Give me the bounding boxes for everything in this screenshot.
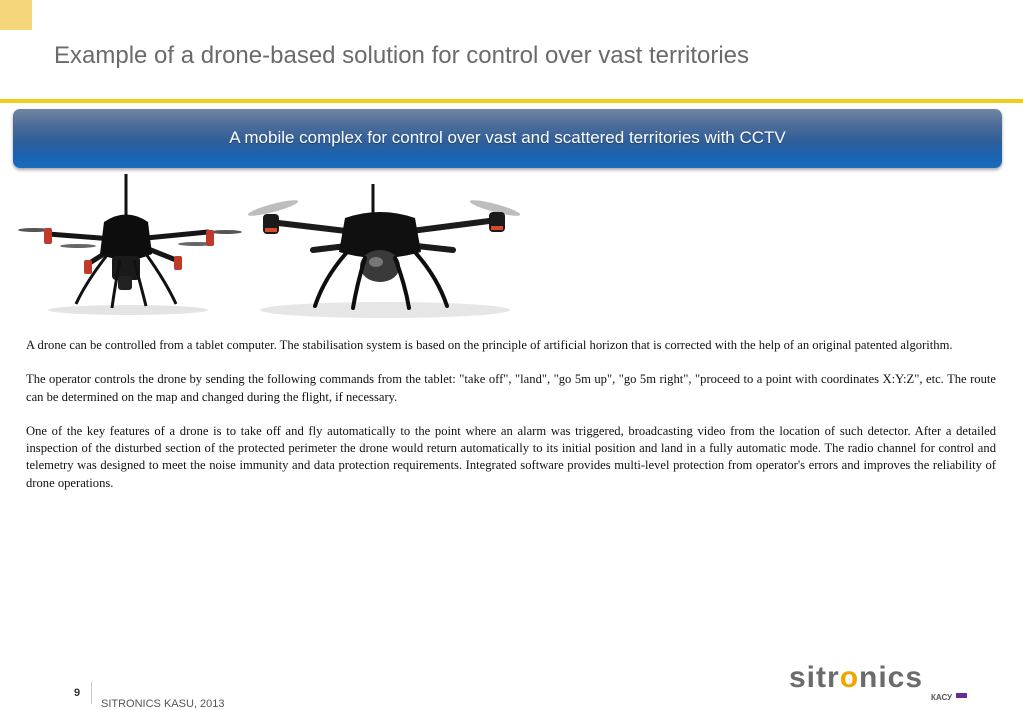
drone-photo-1	[16, 172, 246, 317]
drone-photo-2	[245, 180, 530, 320]
page-number: 9	[74, 687, 81, 699]
body-text	[26, 337, 996, 509]
paragraph-control: A drone can be controlled from a tablet computer. The stabilisation system is based on the principle of artificial horizon that is corrected with the help of an original patented algorithm.	[26, 338, 953, 352]
banner-text: A mobile complex for control over vast and scattered territories with CCTV	[229, 128, 786, 147]
paragraph-features: One of the key features of a drone is to take off and fly automatically to the point where an alarm was triggered, broadcasting video from the location of such detector. After a detailed inspection of the disturbed section of the protected perimeter the drone would return automatically to its initial position and land in a fully automatic mode. The radio channel for control and telemetry was designed to meet the noise immunity and data protection requirements. Integrated software provides multi-level protection from operator's errors and improves the reliability of drone operations.	[26, 423, 996, 490]
page-title: Example of a drone-based solution for control over vast territories	[54, 42, 750, 69]
title-divider	[0, 99, 1023, 103]
footer-divider	[91, 682, 92, 704]
logo-subtext: КАСУ	[931, 693, 953, 702]
sitronics-logo	[789, 660, 971, 702]
footer-text: SITRONICS KASU, 2013	[101, 698, 225, 710]
paragraph-commands: The operator controls the drone by sending the following commands from the tablet: "take off", "land", "go 5m up", "go 5m right", "proceed to a point with coordinates X:Y:Z", etc. The route can be determined on the map and changed during the flight, if necessary.	[26, 372, 996, 404]
section-banner	[13, 109, 1002, 168]
corner-accent	[0, 0, 32, 30]
logo-wordmark: sitronics	[789, 661, 924, 694]
